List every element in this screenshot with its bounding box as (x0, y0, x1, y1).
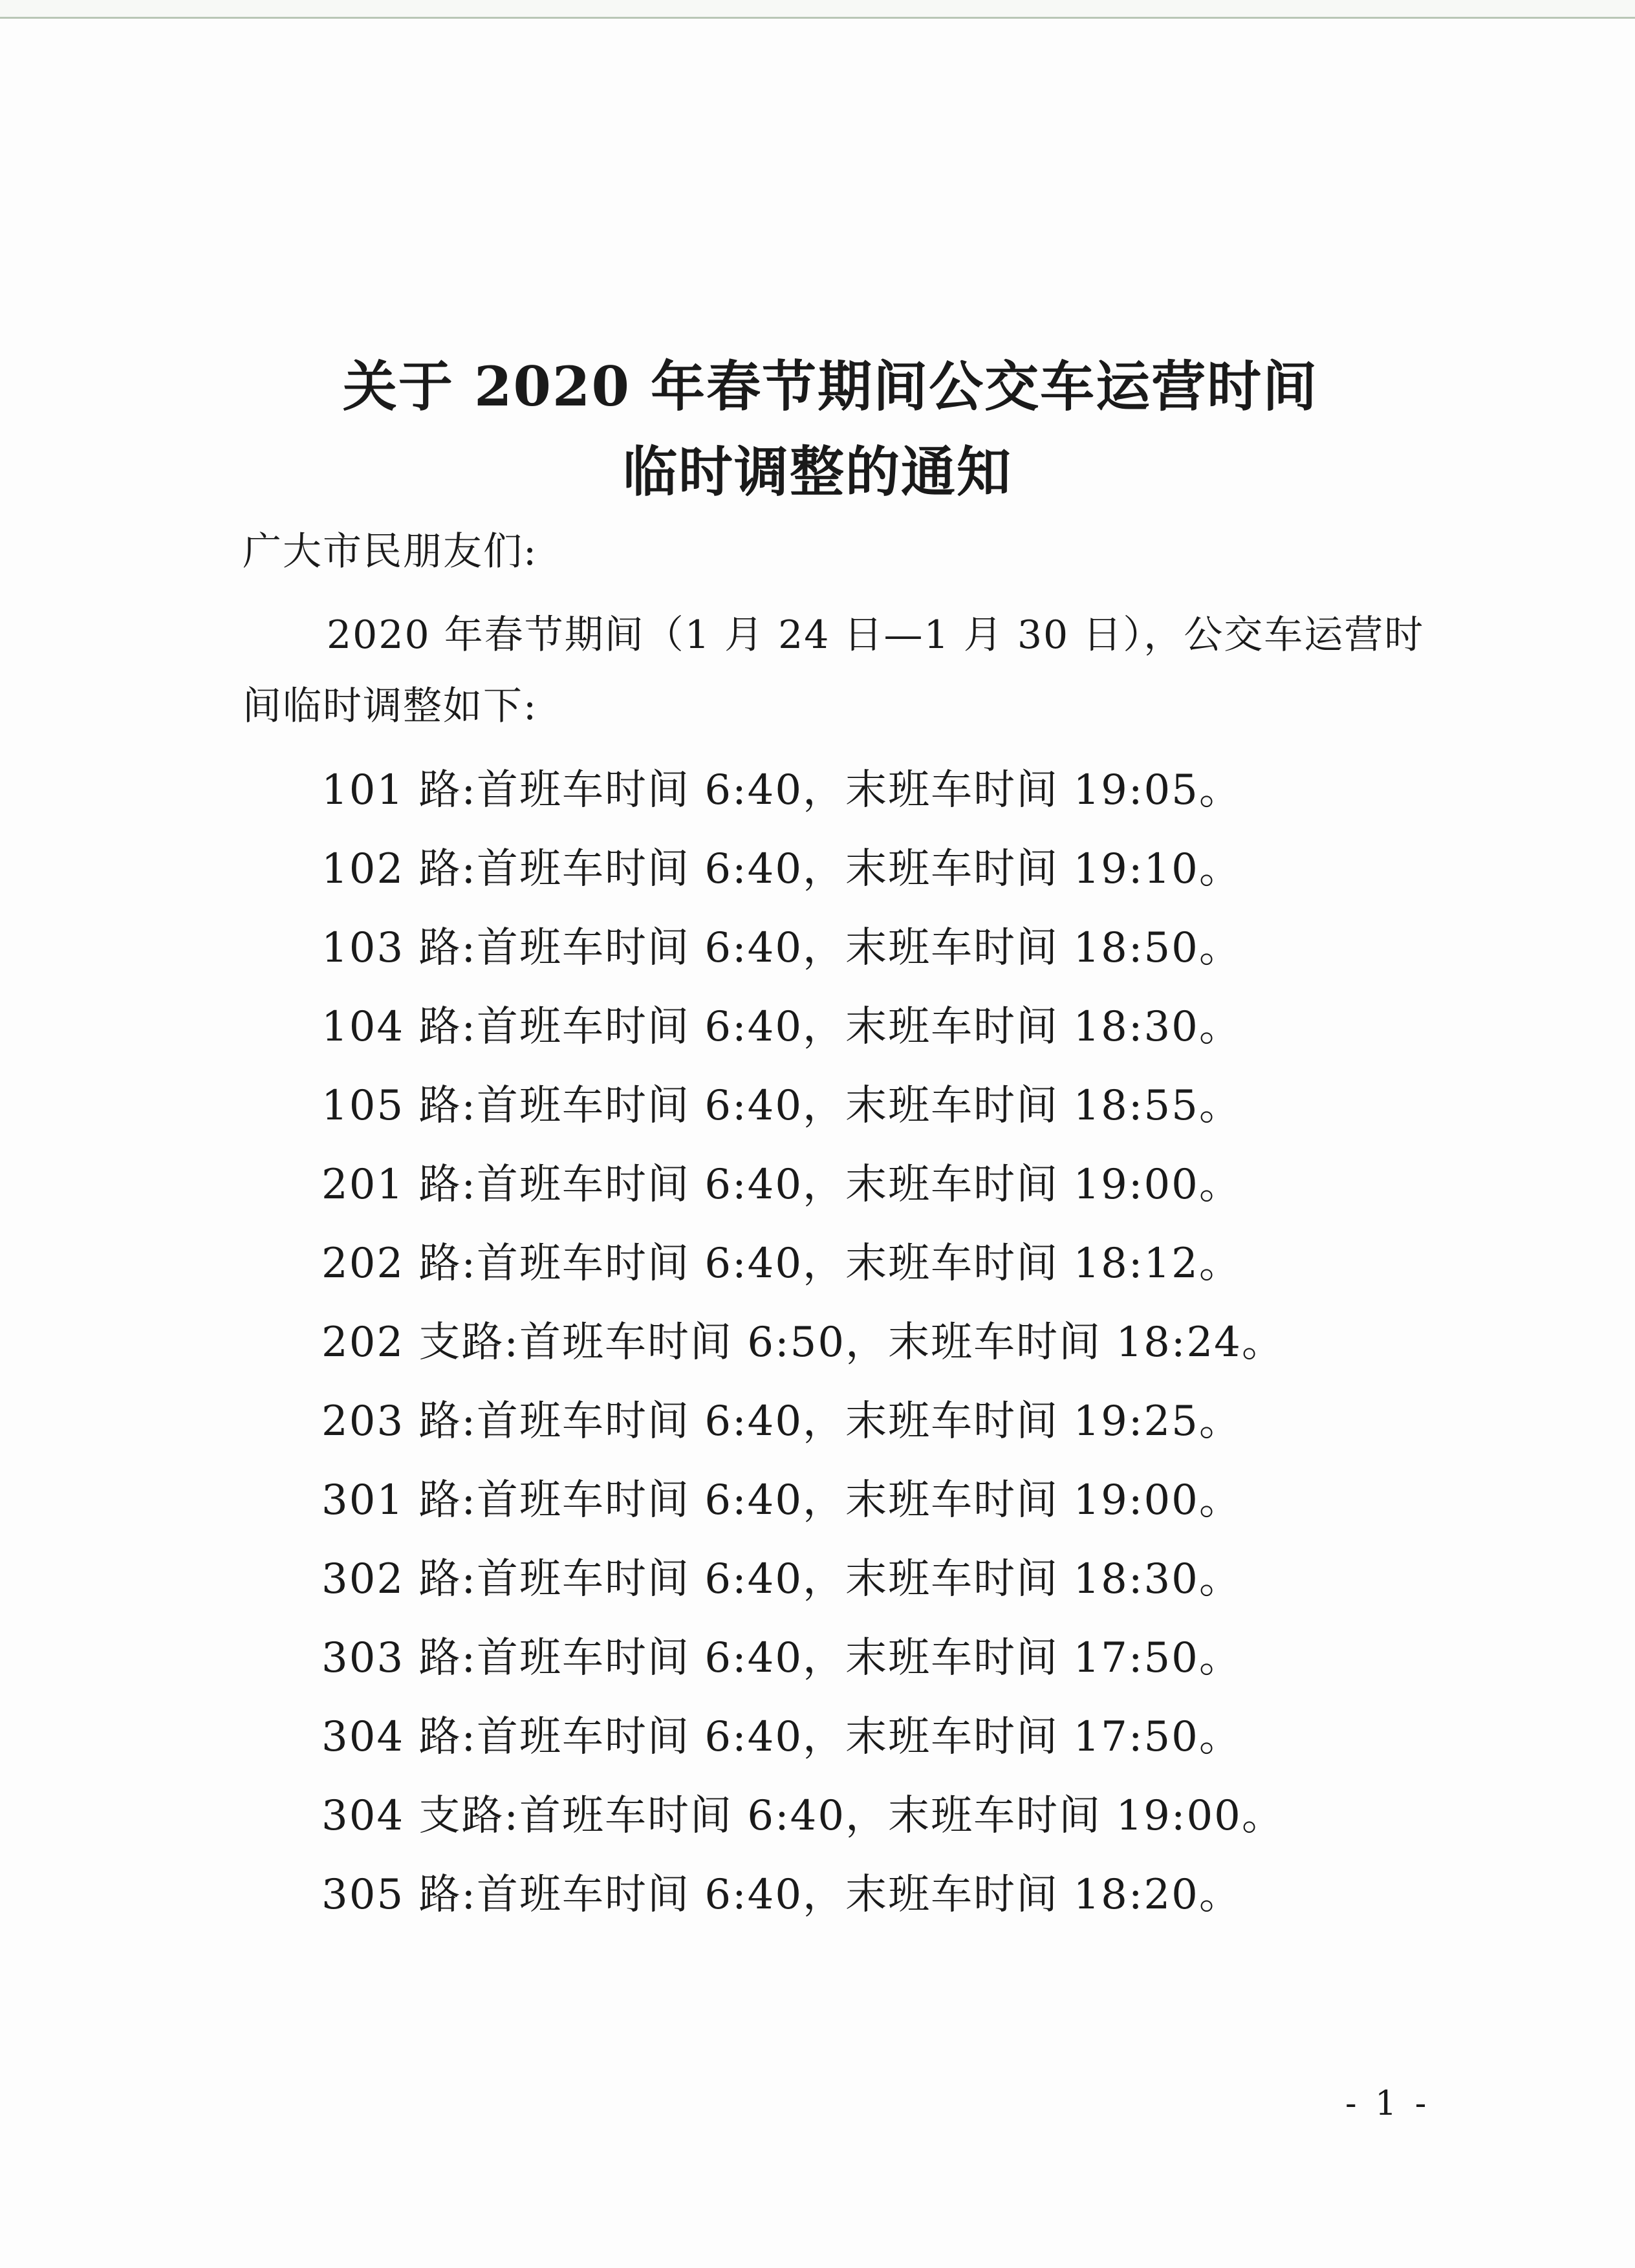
route-item: 301 路:首班车时间 6:40，末班车时间 19:00。 (321, 1476, 1242, 1524)
intro-paragraph-line-2: 间临时调整如下: (243, 684, 538, 729)
document-title-line-1: 关于 2020 年春节期间公交车运营时间 (342, 354, 1319, 418)
intro-paragraph-line-1: 2020 年春节期间（1 月 24 日—1 月 30 日），公交车运营时 (327, 612, 1425, 658)
route-item: 302 路:首班车时间 6:40，末班车时间 18:30。 (321, 1555, 1242, 1603)
route-item: 203 路:首班车时间 6:40，末班车时间 19:25。 (321, 1398, 1242, 1445)
scan-top-edge (0, 0, 1635, 19)
route-item: 303 路:首班车时间 6:40，末班车时间 17:50。 (321, 1634, 1242, 1682)
route-item: 101 路:首班车时间 6:40，末班车时间 19:05。 (321, 766, 1242, 814)
route-item: 305 路:首班车时间 6:40，末班车时间 18:20。 (321, 1871, 1242, 1919)
document-title-line-2: 临时调整的通知 (622, 440, 1012, 504)
route-item: 104 路:首班车时间 6:40，末班车时间 18:30。 (321, 1003, 1242, 1051)
salutation: 广大市民朋友们: (243, 529, 538, 574)
route-item: 202 支路:首班车时间 6:50，末班车时间 18:24。 (321, 1319, 1284, 1366)
page-number: - 1 - (1345, 2084, 1431, 2123)
route-schedule-list (321, 758, 1284, 1941)
route-item: 202 路:首班车时间 6:40，末班车时间 18:12。 (321, 1240, 1242, 1288)
route-item: 304 支路:首班车时间 6:40，末班车时间 19:00。 (321, 1792, 1284, 1840)
route-item: 103 路:首班车时间 6:40，末班车时间 18:50。 (321, 924, 1242, 972)
route-item: 201 路:首班车时间 6:40，末班车时间 19:00。 (321, 1161, 1242, 1209)
route-item: 102 路:首班车时间 6:40，末班车时间 19:10。 (321, 845, 1242, 893)
route-item: 304 路:首班车时间 6:40，末班车时间 17:50。 (321, 1713, 1242, 1761)
route-item: 105 路:首班车时间 6:40，末班车时间 18:55。 (321, 1082, 1242, 1130)
